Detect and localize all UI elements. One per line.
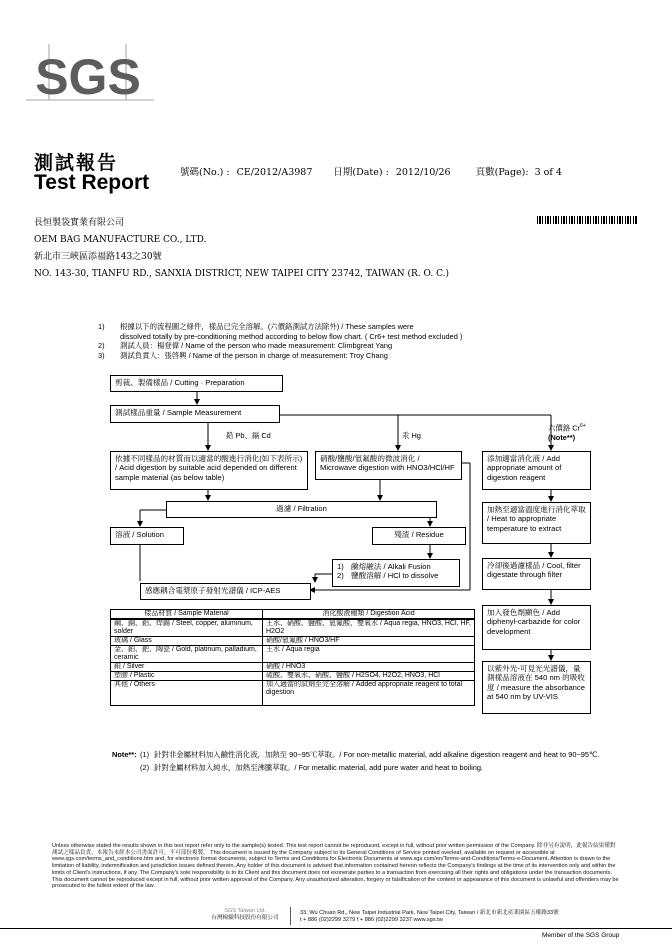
footer-member: Member of the SGS Group	[542, 932, 620, 939]
table-row	[111, 681, 475, 706]
report-title-en: Test Report	[34, 171, 150, 194]
alkali-num-2: 2)	[337, 571, 344, 581]
report-no: CE/2012/A3987	[236, 167, 313, 178]
note-2: 測試人員：楊登偉 / Name of the person who made measurement: Climbgreat Yang	[120, 341, 393, 351]
table-cell: 硝酸 / HNO3	[263, 663, 475, 672]
client-address-zh: 新北市三峽區添福路143之30號	[34, 252, 162, 262]
flow-color-development: 加入發色劑顯色 / Add diphenyl-carbazide for color development	[482, 605, 591, 650]
footnote-label: Note**:	[112, 750, 137, 759]
table-row	[111, 672, 475, 681]
page-label: 頁數(Page):	[475, 167, 529, 178]
flow-measurement: 測試樣品重量 / Sample Measurement	[110, 405, 280, 423]
flow-residue: 殘渣 / Residue	[372, 527, 466, 545]
flow-filtration: 過濾 / Filtration	[166, 501, 437, 518]
footnote-1-num: (1)	[140, 750, 150, 759]
barcode	[537, 216, 637, 224]
flow-icp-aes: 感應耦合電漿原子發射光譜儀 / ICP-AES	[140, 583, 311, 600]
note-2-num: 2)	[98, 341, 105, 351]
footnote-2: 針對金屬材料加入純水，加熱至沸騰萃取。/ For metallic material, add pure water and heat to boiling.	[154, 762, 483, 772]
label-cr6-sup: 6+	[580, 423, 586, 429]
table-cell: 玻璃 / Glass	[111, 637, 263, 646]
footer-company-en: SGS Taiwan Ltd.	[224, 908, 266, 914]
client-block	[34, 215, 449, 283]
table-cell: 硝酸/氫氟酸 / HNO3/HF	[263, 637, 475, 646]
footnote-1: 針對非金屬材料加入鹼性消化液，加熱至 90~95℃萃取。/ For non-metallic material, add alkaline digestion reagent and heat to 90~95℃.	[154, 750, 600, 759]
client-address-en: NO. 143-30, TIANFU RD., SANXIA DISTRICT, NEW TAIPEI CITY 23742, TAIWAN (R. O. C.)	[34, 269, 450, 279]
table-cell: 硫酸、雙氧水、硝酸、鹽酸 / H2SO4, H2O2, HNO3, HCl	[263, 672, 475, 681]
sgs-logo-text: SGS	[35, 49, 141, 105]
report-no-label: 號碼(No.) :	[180, 167, 230, 178]
notes-block	[98, 322, 568, 361]
table-cell: 王水、硝酸、鹽酸、氫氟酸、雙氧水 / Aqua regia, HNO3, HCl, HF, H2O2	[263, 619, 475, 637]
flow-cutting: 剪裁、製備樣品 / Cutting · Preparation	[110, 375, 283, 392]
label-hg: 汞 Hg	[402, 431, 421, 440]
table-cell: 塑膠 / Plastic	[111, 672, 263, 681]
label-cr6-text: 六價鉻 Cr	[548, 423, 581, 433]
footnote-2-num: (2)	[140, 762, 150, 772]
label-cr6	[548, 423, 586, 443]
flow-uv-vis: 以紫外光-可見光光譜儀，量測樣品溶液在 540 nm 的吸收度 / measure the absorbance at 540 nm by UV-VIS	[482, 661, 591, 714]
flow-alkali-box	[332, 559, 460, 587]
flow-solution: 溶液 / Solution	[110, 527, 184, 545]
sgs-logo	[26, 44, 154, 106]
page-number: 3 of 4	[534, 167, 562, 178]
date-label: 日期(Date) :	[333, 167, 389, 178]
table-cell: 鋼、銅、鋁、焊錫 / Steel, copper, aluminum, solder	[111, 619, 263, 637]
table-row	[111, 663, 475, 672]
footnote-block	[112, 750, 612, 772]
client-name-zh: 長恒製袋實業有限公司	[34, 218, 125, 228]
flow-alkaline-reagent: 添加適當消化液 / Add appropriate amount of digestion reagent	[482, 451, 591, 490]
note-1-line1: 根據以下的流程圖之條件，樣品已完全溶解。(六價鉻測試方法除外) / These samples were	[120, 322, 414, 331]
table-header-row	[111, 610, 475, 620]
flow-heat-extract: 加熱至適當溫度進行消化萃取 / Heat to appropriate temperature to extract	[482, 502, 591, 544]
note-3-num: 3)	[98, 350, 105, 360]
report-meta	[180, 164, 562, 178]
table-row	[111, 646, 475, 663]
footer-address: 33, Wu Chuan Rd., New Taipei Industrial Park, New Taipei City, Taiwan / 新北市新北產業園區五權路33號	[300, 910, 559, 916]
date: 2012/10/26	[395, 167, 451, 178]
flow-cool-filter: 冷卻後過濾樣品 / Cool, filter digestate through filter	[482, 558, 591, 590]
table-row	[111, 637, 475, 646]
footer-rule	[0, 928, 672, 929]
table-cell: 王水 / Aqua regia	[263, 646, 475, 663]
label-pb-cd: 鉛 Pb、鎘 Cd	[226, 431, 271, 440]
label-note: (Note**)	[548, 433, 576, 443]
footer-company-zh: 台灣檢驗科技股份有限公司	[211, 914, 279, 921]
footer-disclaimer: Unless otherwise stated the results shown in this test report refer only to the sample(s) tested. This test report cannot be reproduced, except in full, without prior written permission of the Company. 除非另有說明，此報告結果僅對測試之樣品負責。本報告未經本公司書面許可，不可部份複製。 This document is issued by the Company subject to its General Conditions of Service printed overleaf, available on request or accessible at www.sgs.com/terms_and_conditions.htm and, for electronic format documents, subject to Terms and Conditions for Electronic Documents at www.sgs.com/en/Terms-and-Conditions/Terms-e-Document. Attention is drawn to the limitation of liability, indemnification and jurisdiction issues defined therein. Any holder of this document is advised that information contained hereon reflects the Company's findings at the time of its intervention only and within the limits of Client's instructions, if any. The Company's sole responsibility is to its Client and this document does not exonerate parties to a transaction from exercising all their rights and obligations under the transaction documents. This document cannot be reproduced except in full, without prior written approval of the Company. Any unauthorized alteration, forgery or falsification of the content or appearance of this document is unlawful and offenders may be prosecuted to the fullest extent of the law.	[52, 843, 619, 890]
table-cell: 銀 / Silver	[111, 663, 263, 672]
flow-microwave: 硝酸/鹽酸/氫氟酸的微波消化 / Microwave digestion with HNO3/HCl/HF	[315, 451, 462, 480]
note-1-line2: dissolved totally by pre-conditioning method according to below flow chart. ( Cr6+ test method excluded )	[120, 331, 463, 341]
material-table	[110, 609, 475, 706]
report-title-zh: 測試報告	[34, 152, 119, 174]
table-header: 樣品材質 / Sample Material	[111, 610, 263, 620]
table-row	[111, 619, 475, 637]
table-header: 消化酸液種類 / Digestion Acid	[263, 610, 475, 620]
client-name-en: OEM BAG MANUFACTURE CO., LTD.	[34, 235, 207, 245]
footer-divider	[290, 907, 291, 925]
footer-company	[205, 908, 285, 921]
table-cell: 其他 / Others	[111, 681, 263, 706]
flow-alkali-fusion: 鹼熔融法 / Alkali Fusion	[351, 562, 431, 571]
table-cell: 金、鉑、鈀、陶瓷 / Gold, platinum, palladium, ceramic	[111, 646, 263, 663]
note-3: 測試負責人：張啓興 / Name of the person in charge of measurement: Troy Chang	[120, 350, 388, 360]
flow-hcl-dissolve: 鹽酸溶解 / HCl to dissolve	[351, 571, 439, 581]
alkali-num-1: 1)	[337, 562, 344, 571]
flow-acid-digestion: 依據不同樣品的材質而以適當的酸進行消化(如下表所示) / Acid digestion by suitable acid depended on different sample material (as below table)	[110, 451, 308, 490]
note-1-num: 1)	[98, 322, 105, 331]
table-cell: 加入適當的試劑至完全溶解 / Added appropriate reagent to total digestion	[263, 681, 475, 706]
footer-contact	[300, 910, 630, 923]
footer-phone: t + 886 (02)2299 3279 f + 886 (02)2299 3237 www.sgs.tw	[300, 916, 443, 923]
